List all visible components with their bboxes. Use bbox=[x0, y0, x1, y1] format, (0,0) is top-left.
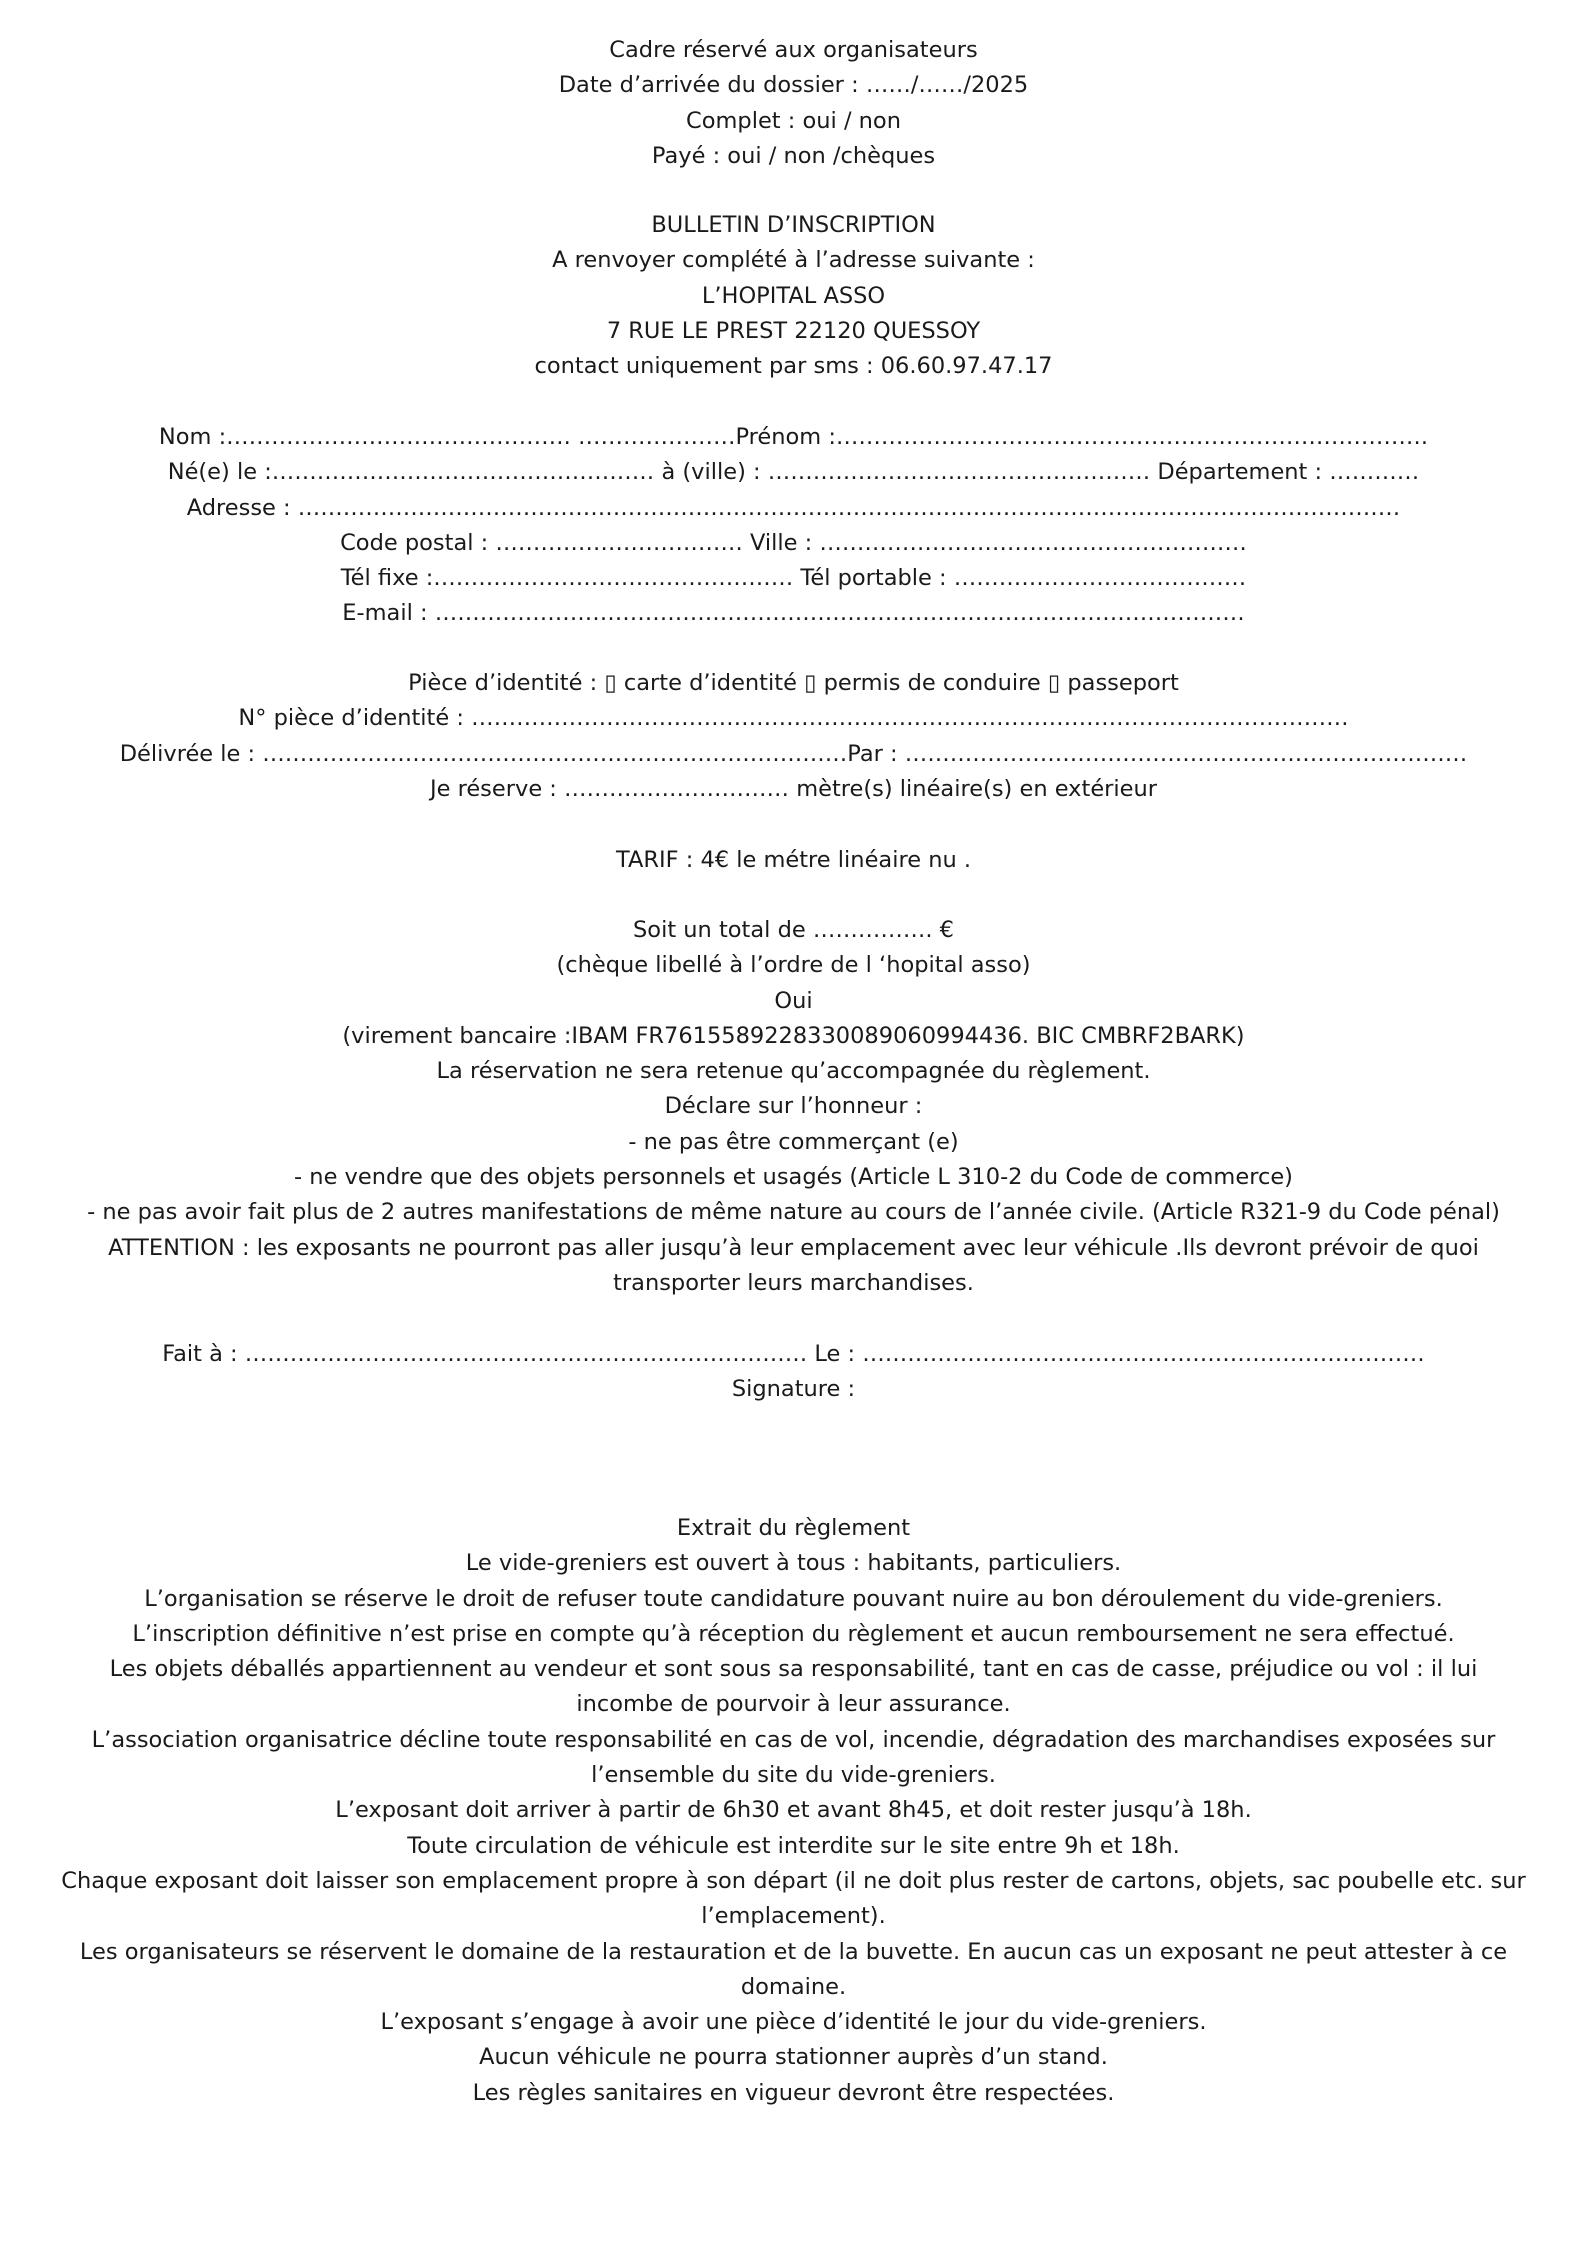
rule-line: Aucun véhicule ne pourra stationner auprès d’un stand. bbox=[479, 2044, 1108, 2071]
rule-line: L’inscription définitive n’est prise en compte qu’à réception du règlement et aucun remboursement ne sera effectué. bbox=[132, 1620, 1455, 1647]
rule-line: l’ensemble du site du vide-greniers. bbox=[591, 1762, 996, 1789]
registration-header bbox=[0, 208, 1587, 384]
tarif-line: TARIF : 4€ le métre linéaire nu . bbox=[615, 847, 972, 873]
cheque-line: (chèque libellé à l’ordre de l ‘hopital asso) bbox=[556, 952, 1031, 979]
organizer-box bbox=[0, 33, 1587, 174]
rule-line: l’emplacement). bbox=[701, 1903, 886, 1930]
id-number-line: N° pièce d’identité : ……………………………………………………………………………………………………… bbox=[238, 705, 1349, 732]
identity-section bbox=[0, 666, 1587, 807]
attention-line: transporter leurs marchandises. bbox=[613, 1269, 974, 1296]
bank-transfer-line: (virement bancaire :IBAM FR7615589228330089060994436. BIC CMBRF2BARK) bbox=[342, 1022, 1245, 1049]
address-field-line: Adresse : ………………………………………………………………………………………………………………………………… bbox=[186, 494, 1401, 521]
declaration-item: - ne pas avoir fait plus de 2 autres manifestations de même nature au cours de l’année civile. (Article R321-9 du Code pénal) bbox=[87, 1199, 1500, 1226]
tarif-section bbox=[0, 843, 1587, 878]
name-field-line: Nom :………………………………………. …………………Prénom :……………………………………………………………………. bbox=[158, 424, 1429, 450]
organizer-title: Cadre réservé aux organisateurs bbox=[609, 37, 978, 63]
attention-line: ATTENTION : les exposants ne pourront pas aller jusqu’à leur emplacement avec leur véhicule .Ils devront prévoir de quoi bbox=[108, 1234, 1479, 1261]
id-issued-line: Délivrée le : ……………………………………………………………………Par : ………………………………………………………………… bbox=[119, 740, 1468, 767]
postal-city-field-line: Code postal : …………………………… Ville : ………………………………………………… bbox=[340, 529, 1247, 556]
rule-line: L’organisation se réserve le droit de refuser toute candidature pouvant nuire au bon déroulement du vide-greniers. bbox=[144, 1585, 1443, 1612]
birth-field-line: Né(e) le :…………………………………………… à (ville) : …………………………………………… Département : ………… bbox=[167, 459, 1420, 486]
rule-line: L’exposant s’engage à avoir une pièce d’identité le jour du vide-greniers. bbox=[380, 2009, 1207, 2036]
paid-line: Payé : oui / non /chèques bbox=[651, 142, 936, 169]
signature-label: Signature : bbox=[731, 1376, 856, 1403]
rule-line: Le vide-greniers est ouvert à tous : habitants, particuliers. bbox=[465, 1550, 1122, 1577]
declaration-item: - ne vendre que des objets personnels et usagés (Article L 310-2 du Code de commerce) bbox=[294, 1164, 1293, 1191]
reservation-notice: La réservation ne sera retenue qu’accompagnée du règlement. bbox=[436, 1058, 1151, 1085]
rules-title: Extrait du règlement bbox=[676, 1515, 911, 1541]
rule-line: Les règles sanitaires en vigueur devront être respectées. bbox=[472, 2079, 1115, 2106]
contact-line: contact uniquement par sms : 06.60.97.47.17 bbox=[534, 353, 1053, 380]
reservation-line: Je réserve : ………………………… mètre(s) linéaire(s) en extérieur bbox=[429, 775, 1158, 802]
rule-line: L’association organisatrice décline toute responsabilité en cas de vol, incendie, dégradation des marchandises exposées sur bbox=[91, 1726, 1496, 1753]
rule-line: Les organisateurs se réservent le domaine de la restauration et de la buvette. En aucun cas un exposant ne peut attester à ce bbox=[79, 1938, 1508, 1965]
complete-line: Complet : oui / non bbox=[686, 107, 901, 134]
email-field-line: E-mail : ……………………………………………………………………………………………… bbox=[342, 600, 1245, 627]
organization-name: L’HOPITAL ASSO bbox=[701, 282, 886, 309]
registration-instruction: A renvoyer complété à l’adresse suivante : bbox=[552, 247, 1035, 274]
id-type-line: Pièce d’identité : ▯ carte d’identité ▯ permis de conduire ▯ passeport bbox=[408, 670, 1179, 696]
signature-section bbox=[0, 1337, 1587, 1408]
declaration-title: Déclare sur l’honneur : bbox=[664, 1093, 923, 1120]
rule-line: Toute circulation de véhicule est interdite sur le site entre 9h et 18h. bbox=[407, 1832, 1180, 1859]
rules-extract bbox=[0, 1511, 1587, 2111]
payment-declaration-section bbox=[0, 913, 1587, 1301]
rule-line: Chaque exposant doit laisser son emplacement propre à son départ (il ne doit plus rester de cartons, objets, sac poubelle etc. sur bbox=[61, 1867, 1526, 1894]
rule-line: L’exposant doit arriver à partir de 6h30 et avant 8h45, et doit rester jusqu’à 18h. bbox=[335, 1797, 1252, 1824]
rule-line: domaine. bbox=[740, 1973, 847, 2000]
registration-title: BULLETIN D’INSCRIPTION bbox=[651, 212, 936, 238]
declaration-item: - ne pas être commerçant (e) bbox=[628, 1128, 959, 1155]
organization-address: 7 RUE LE PREST 22120 QUESSOY bbox=[606, 317, 981, 344]
or-line: Oui bbox=[774, 987, 813, 1014]
place-date-line: Fait à : ………………………………………………………………… Le : ………………………………………………………………… bbox=[162, 1341, 1425, 1367]
total-line: Soit un total de ……………. € bbox=[633, 917, 954, 943]
phone-field-line: Tél fixe :………………………………………… Tél portable : ………………………………… bbox=[340, 565, 1247, 592]
arrival-date-line: Date d’arrivée du dossier : ……/……/2025 bbox=[558, 72, 1029, 99]
personal-info-form bbox=[0, 420, 1587, 632]
rule-line: incombe de pourvoir à leur assurance. bbox=[576, 1691, 1011, 1718]
rule-line: Les objets déballés appartiennent au vendeur et sont sous sa responsabilité, tant en cas de casse, préjudice ou vol : il lui bbox=[109, 1656, 1478, 1683]
